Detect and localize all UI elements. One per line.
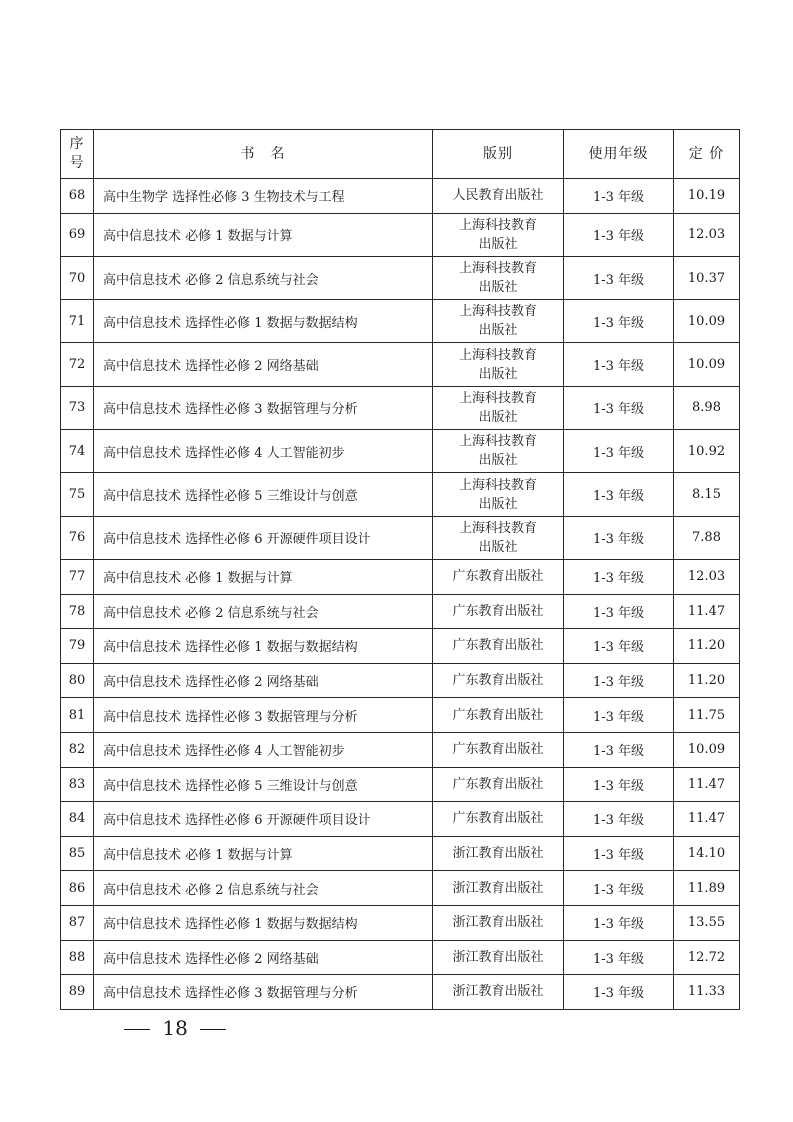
footer-dash-right <box>200 1029 226 1030</box>
cell-publisher <box>433 594 564 629</box>
cell-publisher <box>433 386 564 429</box>
cell-serial-number: 78 <box>61 594 94 629</box>
cell-publisher <box>433 179 564 214</box>
cell-publisher <box>433 629 564 664</box>
cell-serial-number: 74 <box>61 430 94 473</box>
cell-grade: 1-3 年级 <box>564 343 674 386</box>
table-row <box>61 629 740 664</box>
cell-book-title: 高中信息技术 选择性必修 3 数据管理与分析 <box>94 975 433 1010</box>
cell-serial-number: 77 <box>61 559 94 594</box>
cell-grade: 1-3 年级 <box>564 430 674 473</box>
cell-book-title: 高中信息技术 选择性必修 1 数据与数据结构 <box>94 905 433 940</box>
publisher-line: 出版社 <box>478 409 518 425</box>
cell-serial-number: 87 <box>61 905 94 940</box>
publisher-line: 广东教育出版社 <box>452 673 544 689</box>
cell-book-title: 高中信息技术 必修 1 数据与计算 <box>94 836 433 871</box>
cell-book-title: 高中信息技术 必修 1 数据与计算 <box>94 559 433 594</box>
cell-publisher <box>433 663 564 698</box>
header-price: 定 价 <box>674 130 740 179</box>
cell-publisher <box>433 559 564 594</box>
cell-price: 7.88 <box>674 516 740 559</box>
cell-price: 10.09 <box>674 343 740 386</box>
cell-grade: 1-3 年级 <box>564 871 674 906</box>
cell-serial-number: 79 <box>61 629 94 664</box>
cell-book-title: 高中信息技术 选择性必修 3 数据管理与分析 <box>94 386 433 429</box>
cell-publisher <box>433 836 564 871</box>
publisher-line: 广东教育出版社 <box>452 638 544 654</box>
publisher-line: 浙江教育出版社 <box>452 984 544 1000</box>
cell-publisher <box>433 430 564 473</box>
cell-price: 8.98 <box>674 386 740 429</box>
cell-serial-number: 86 <box>61 871 94 906</box>
table-row <box>61 698 740 733</box>
cell-grade: 1-3 年级 <box>564 559 674 594</box>
publisher-line: 上海科技教育 <box>458 347 537 363</box>
table-row <box>61 732 740 767</box>
cell-grade: 1-3 年级 <box>564 698 674 733</box>
cell-price: 11.20 <box>674 663 740 698</box>
cell-price: 14.10 <box>674 836 740 871</box>
table-row <box>61 871 740 906</box>
table-row <box>61 256 740 299</box>
publisher-line: 上海科技教育 <box>458 520 537 536</box>
cell-grade: 1-3 年级 <box>564 256 674 299</box>
publisher-line: 出版社 <box>478 236 518 252</box>
publisher-line: 上海科技教育 <box>458 390 537 406</box>
cell-serial-number: 76 <box>61 516 94 559</box>
cell-publisher <box>433 871 564 906</box>
table-row <box>61 179 740 214</box>
publisher-line: 广东教育出版社 <box>452 569 544 585</box>
cell-book-title: 高中信息技术 选择性必修 4 人工智能初步 <box>94 732 433 767</box>
cell-book-title: 高中信息技术 选择性必修 4 人工智能初步 <box>94 430 433 473</box>
cell-price: 11.47 <box>674 594 740 629</box>
table-row <box>61 343 740 386</box>
table-row <box>61 905 740 940</box>
table-row <box>61 300 740 343</box>
cell-book-title: 高中信息技术 选择性必修 5 三维设计与创意 <box>94 473 433 516</box>
cell-publisher <box>433 975 564 1010</box>
table-row <box>61 802 740 837</box>
publisher-line: 浙江教育出版社 <box>452 949 544 965</box>
publisher-line: 广东教育出版社 <box>452 603 544 619</box>
page-number: 18 <box>162 1016 188 1040</box>
cell-grade: 1-3 年级 <box>564 386 674 429</box>
cell-grade: 1-3 年级 <box>564 213 674 256</box>
cell-serial-number: 81 <box>61 698 94 733</box>
cell-price: 12.03 <box>674 213 740 256</box>
table-row <box>61 663 740 698</box>
cell-price: 12.03 <box>674 559 740 594</box>
table-header-row <box>61 130 740 179</box>
cell-grade: 1-3 年级 <box>564 300 674 343</box>
cell-book-title: 高中信息技术 选择性必修 5 三维设计与创意 <box>94 767 433 802</box>
cell-book-title: 高中信息技术 选择性必修 3 数据管理与分析 <box>94 698 433 733</box>
cell-publisher <box>433 802 564 837</box>
cell-price: 11.47 <box>674 767 740 802</box>
cell-publisher <box>433 767 564 802</box>
footer-dash-left <box>124 1029 150 1030</box>
cell-publisher <box>433 698 564 733</box>
cell-publisher <box>433 473 564 516</box>
table-row <box>61 594 740 629</box>
publisher-line: 浙江教育出版社 <box>452 880 544 896</box>
publisher-line: 浙江教育出版社 <box>452 846 544 862</box>
cell-grade: 1-3 年级 <box>564 732 674 767</box>
header-grade: 使用年级 <box>564 130 674 179</box>
cell-price: 11.47 <box>674 802 740 837</box>
cell-serial-number: 83 <box>61 767 94 802</box>
cell-book-title: 高中信息技术 选择性必修 6 开源硬件项目设计 <box>94 802 433 837</box>
cell-grade: 1-3 年级 <box>564 629 674 664</box>
table-row <box>61 559 740 594</box>
table-row <box>61 836 740 871</box>
cell-book-title: 高中信息技术 必修 1 数据与计算 <box>94 213 433 256</box>
cell-book-title: 高中生物学 选择性必修 3 生物技术与工程 <box>94 179 433 214</box>
table-row <box>61 975 740 1010</box>
publisher-line: 广东教育出版社 <box>452 811 544 827</box>
cell-serial-number: 75 <box>61 473 94 516</box>
cell-publisher <box>433 905 564 940</box>
cell-price: 10.37 <box>674 256 740 299</box>
cell-price: 12.72 <box>674 940 740 975</box>
cell-price: 11.33 <box>674 975 740 1010</box>
cell-serial-number: 82 <box>61 732 94 767</box>
cell-grade: 1-3 年级 <box>564 594 674 629</box>
publisher-line: 人民教育出版社 <box>452 188 544 204</box>
cell-grade: 1-3 年级 <box>564 767 674 802</box>
cell-publisher <box>433 732 564 767</box>
publisher-line: 广东教育出版社 <box>452 776 544 792</box>
publisher-line: 出版社 <box>478 280 518 296</box>
cell-publisher <box>433 516 564 559</box>
publisher-line: 上海科技教育 <box>458 434 537 450</box>
table-body <box>61 179 740 1010</box>
cell-serial-number: 80 <box>61 663 94 698</box>
cell-serial-number: 71 <box>61 300 94 343</box>
cell-publisher <box>433 343 564 386</box>
cell-serial-number: 88 <box>61 940 94 975</box>
cell-grade: 1-3 年级 <box>564 663 674 698</box>
textbook-price-table <box>60 129 740 1010</box>
cell-serial-number: 85 <box>61 836 94 871</box>
header-publisher: 版别 <box>433 130 564 179</box>
cell-book-title: 高中信息技术 必修 2 信息系统与社会 <box>94 871 433 906</box>
cell-publisher <box>433 256 564 299</box>
page-footer <box>118 1016 232 1040</box>
table-row <box>61 386 740 429</box>
cell-serial-number: 73 <box>61 386 94 429</box>
publisher-line: 浙江教育出版社 <box>452 915 544 931</box>
publisher-line: 上海科技教育 <box>458 304 537 320</box>
cell-book-title: 高中信息技术 必修 2 信息系统与社会 <box>94 256 433 299</box>
cell-price: 11.20 <box>674 629 740 664</box>
cell-serial-number: 72 <box>61 343 94 386</box>
cell-grade: 1-3 年级 <box>564 473 674 516</box>
cell-grade: 1-3 年级 <box>564 516 674 559</box>
cell-grade: 1-3 年级 <box>564 836 674 871</box>
cell-serial-number: 69 <box>61 213 94 256</box>
publisher-line: 上海科技教育 <box>458 477 537 493</box>
cell-serial-number: 70 <box>61 256 94 299</box>
cell-serial-number: 84 <box>61 802 94 837</box>
cell-book-title: 高中信息技术 选择性必修 6 开源硬件项目设计 <box>94 516 433 559</box>
table-row <box>61 516 740 559</box>
publisher-line: 出版社 <box>478 366 518 382</box>
cell-book-title: 高中信息技术 选择性必修 2 网络基础 <box>94 663 433 698</box>
publisher-line: 出版社 <box>478 323 518 339</box>
publisher-line: 出版社 <box>478 539 518 555</box>
cell-book-title: 高中信息技术 选择性必修 2 网络基础 <box>94 940 433 975</box>
cell-price: 13.55 <box>674 905 740 940</box>
publisher-line: 广东教育出版社 <box>452 707 544 723</box>
cell-publisher <box>433 300 564 343</box>
cell-price: 11.89 <box>674 871 740 906</box>
cell-book-title: 高中信息技术 选择性必修 2 网络基础 <box>94 343 433 386</box>
publisher-line: 上海科技教育 <box>458 217 537 233</box>
table-row <box>61 940 740 975</box>
table-row <box>61 473 740 516</box>
cell-grade: 1-3 年级 <box>564 940 674 975</box>
cell-book-title: 高中信息技术 选择性必修 1 数据与数据结构 <box>94 300 433 343</box>
cell-price: 10.92 <box>674 430 740 473</box>
table-row <box>61 430 740 473</box>
cell-price: 8.15 <box>674 473 740 516</box>
cell-book-title: 高中信息技术 选择性必修 1 数据与数据结构 <box>94 629 433 664</box>
cell-price: 10.19 <box>674 179 740 214</box>
table-row <box>61 213 740 256</box>
cell-serial-number: 89 <box>61 975 94 1010</box>
cell-grade: 1-3 年级 <box>564 179 674 214</box>
cell-grade: 1-3 年级 <box>564 905 674 940</box>
cell-price: 11.75 <box>674 698 740 733</box>
publisher-line: 出版社 <box>478 496 518 512</box>
cell-price: 10.09 <box>674 300 740 343</box>
header-book-title: 书 名 <box>94 130 433 179</box>
cell-publisher <box>433 940 564 975</box>
publisher-line: 广东教育出版社 <box>452 742 544 758</box>
cell-grade: 1-3 年级 <box>564 802 674 837</box>
publisher-line: 上海科技教育 <box>458 261 537 277</box>
publisher-line: 出版社 <box>478 453 518 469</box>
cell-book-title: 高中信息技术 必修 2 信息系统与社会 <box>94 594 433 629</box>
cell-grade: 1-3 年级 <box>564 975 674 1010</box>
cell-serial-number: 68 <box>61 179 94 214</box>
cell-price: 10.09 <box>674 732 740 767</box>
cell-publisher <box>433 213 564 256</box>
header-serial-number: 序号 <box>61 130 94 179</box>
table-row <box>61 767 740 802</box>
